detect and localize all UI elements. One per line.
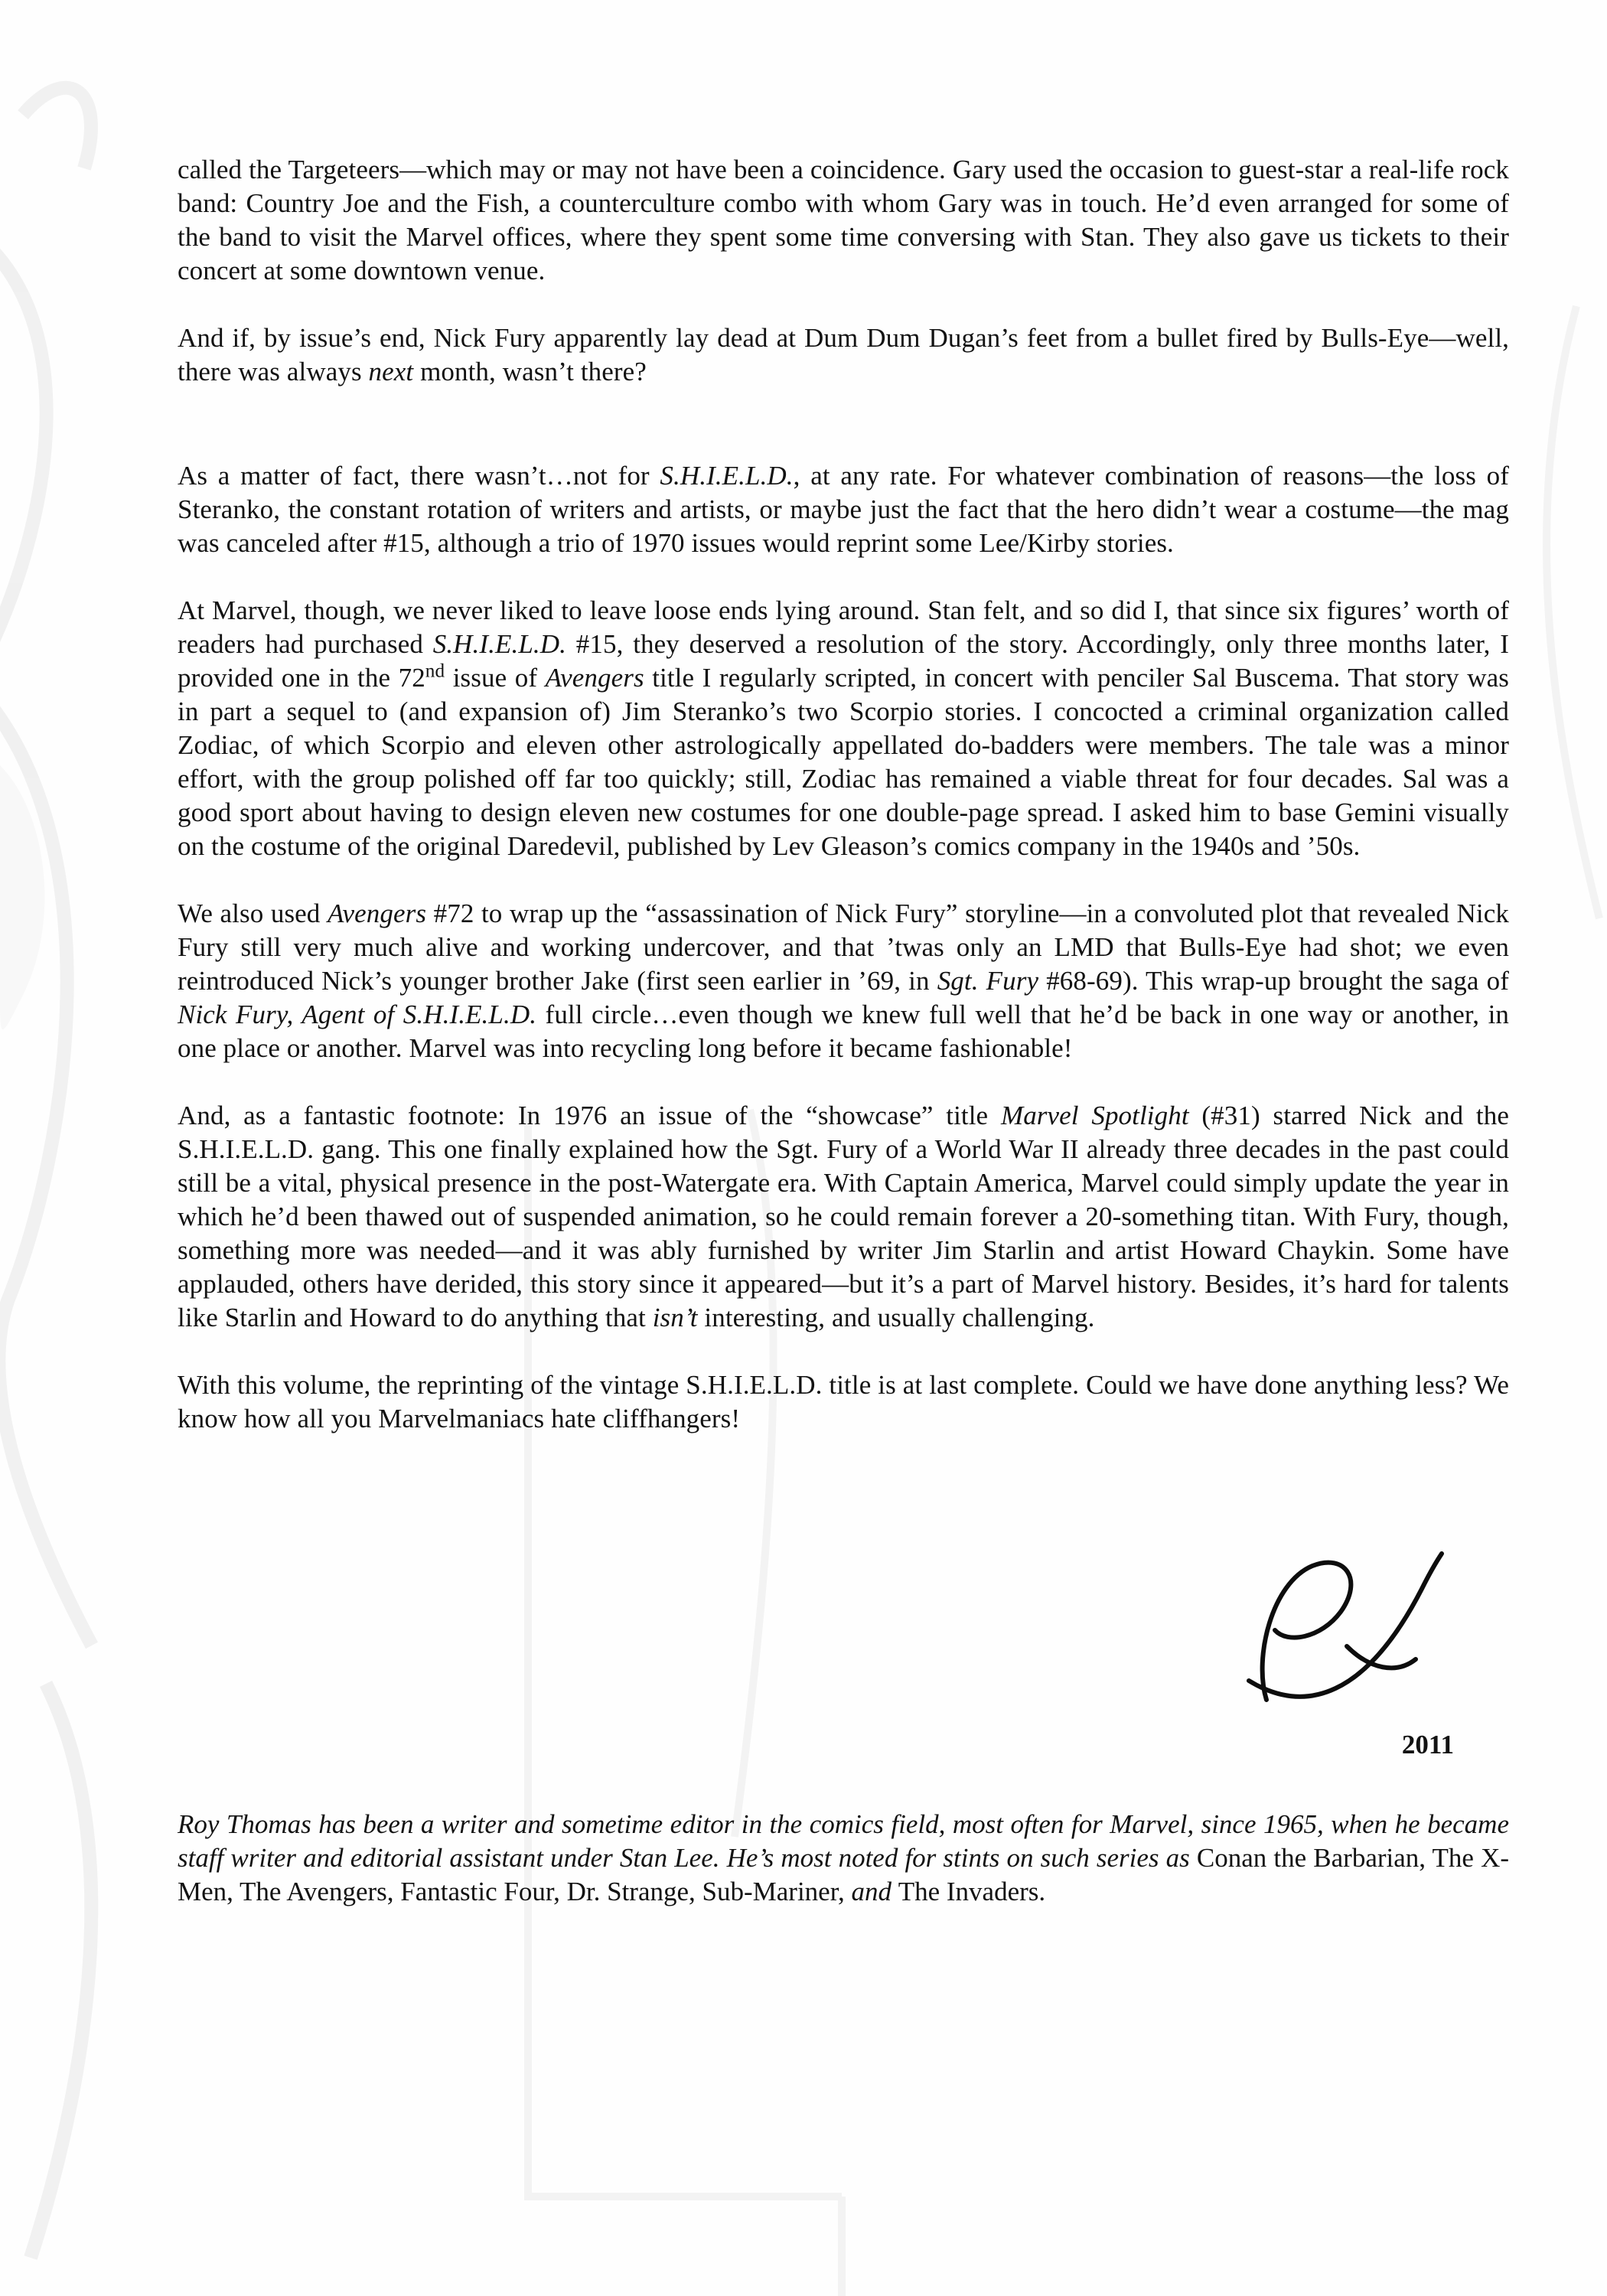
paragraph-2: And if, by issue’s end, Nick Fury apparently lay dead at Dum Dum Dugan’s feet from a bullet fired by Bulls-Eye—well, there was always next month, wasn’t there? (178, 323, 1509, 386)
author-bio: Roy Thomas has been a writer and sometime editor in the comics field, most often for Marvel, since 1965, when he became staff writer and editorial assistant under Stan Lee. He’s most noted for stints on such series as Conan the Barbarian, The X-Men, The Avengers, Fantastic Four, Dr. Strange, Sub-Mariner, and The Invaders. (178, 1809, 1509, 1906)
author-signature (1232, 1535, 1462, 1727)
signature-block (178, 1535, 1509, 1760)
paragraph-7: With this volume, the reprinting of the vintage S.H.I.E.L.D. title is at last complete. Could we have done anything less? We know how all you Marvelmaniacs hate cliffhangers! (178, 1370, 1509, 1433)
paragraph-1: called the Targeteers—which may or may not have been a coincidence. Gary used the occasion to guest-star a real-life rock band: Country Joe and the Fish, a counterculture combo with whom Gary was in touch. He’d even arranged for some of the band to visit the Marvel offices, where they spent some time conversing with Stan. They also gave us tickets to their concert at some downtown venue. (178, 155, 1509, 285)
text-column (178, 153, 1509, 1909)
signature-year: 2011 (1401, 1730, 1454, 1760)
paragraph-3: As a matter of fact, there wasn’t…not for S.H.I.E.L.D., at any rate. For whatever combination of reasons—the loss of Steranko, the constant rotation of writers and artists, or maybe just the fact that the hero didn’t wear a costume—the mag was canceled after #15, although a trio of 1970 issues would reprint some Lee/Kirby stories. (178, 461, 1509, 558)
paragraph-4: At Marvel, though, we never liked to leave loose ends lying around. Stan felt, and so did I, that since six figures’ worth of readers had purchased S.H.I.E.L.D. #15, they deserved a resolution of the story. Accordingly, only three months later, I provided one in the 72nd issue of Avengers title I regularly scripted, in concert with penciler Sal Buscema. That story was in part a sequel to (and expansion of) Jim Steranko’s two Scorpio stories. I concocted a criminal organization called Zodiac, of which Scorpio and eleven other astrologically appellated do-badders were members. The tale was a minor effort, with the group polished off far too quickly; still, Zodiac has remained a viable threat for four decades. Sal was a good sport about having to design eleven new costumes for one double-page spread. I asked him to base Gemini visually on the costume of the original Daredevil, published by Lev Gleason’s comics company in the 1940s and ’50s. (178, 595, 1509, 861)
paragraph-5: We also used Avengers #72 to wrap up the “assassination of Nick Fury” storyline—in a convoluted plot that revealed Nick Fury still very much alive and working undercover, and that ’twas only an LMD that Bulls-Eye had shot; we even reintroduced Nick’s younger brother Jake (first seen earlier in ’69, in Sgt. Fury #68-69). This wrap-up brought the saga of Nick Fury, Agent of S.H.I.E.L.D. full circle…even though we knew full well that he’d be back in one way or another, in one place or another. Marvel was into recycling long before it became fashionable! (178, 899, 1509, 1063)
paragraph-6: And, as a fantastic footnote: In 1976 an issue of the “showcase” title Marvel Spotlight (#31) starred Nick and the S.H.I.E.L.D. gang. This one finally explained how the Sgt. Fury of a World War II already three decades in the past could still be a vital, physical presence in the post-Watergate era. With Captain America, Marvel could simply update the year in which he’d been thawed out of suspended animation, so he could remain forever a 20-something titan. With Fury, though, something more was needed—and it was ably furnished by writer Jim Starlin and artist Howard Chaykin. Some have applauded, others have derided, this story since it appeared—but it’s a part of Marvel history. Besides, it’s hard for talents like Starlin and Howard to do anything that isn’t interesting, and usually challenging. (178, 1101, 1509, 1332)
